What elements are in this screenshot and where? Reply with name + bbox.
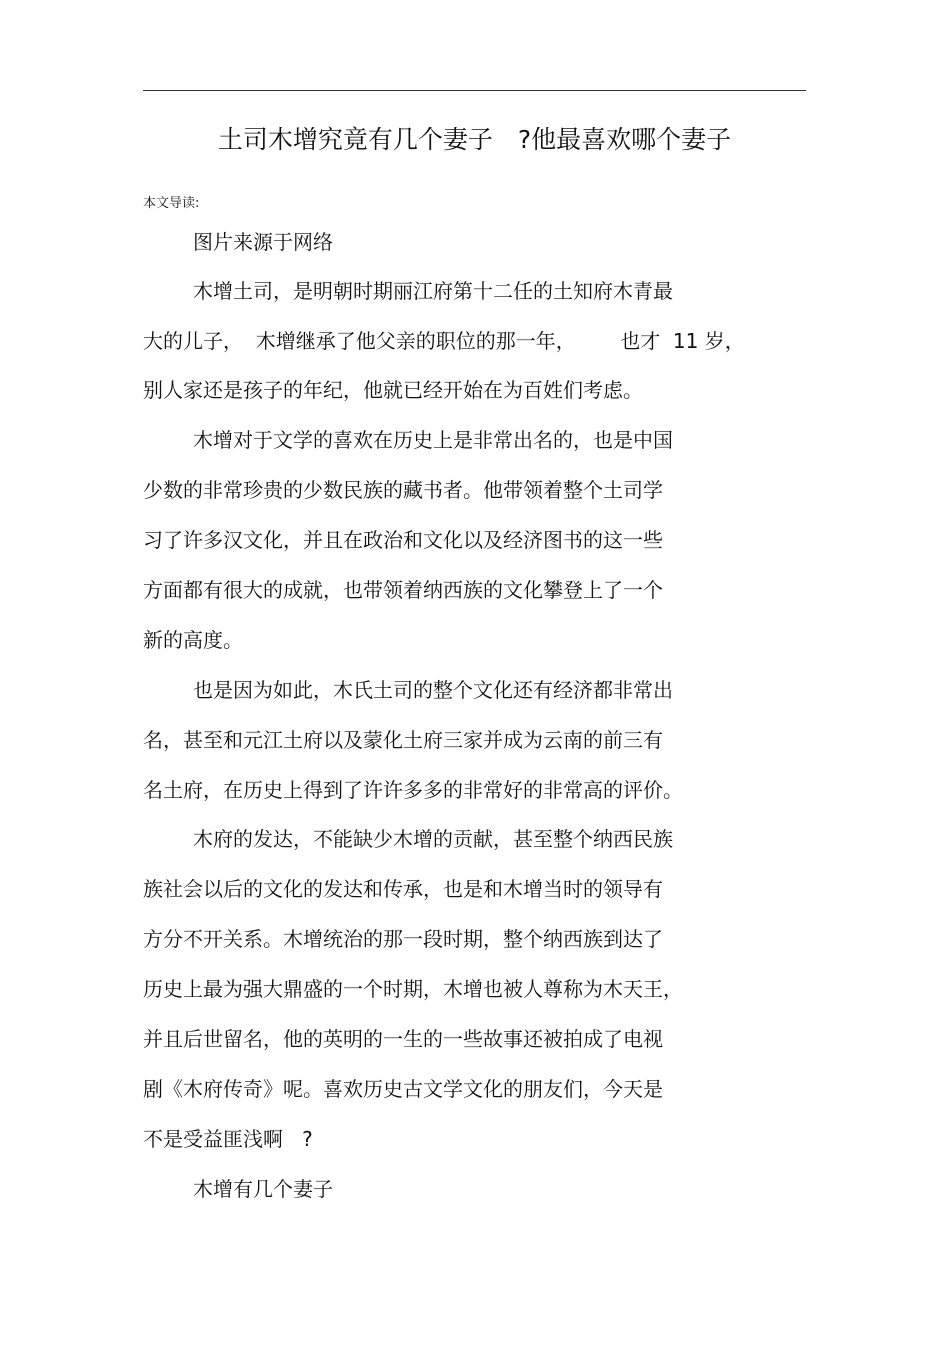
- paragraph-line: 族社会以后的文化的发达和传承，也是和木增当时的领导有: [143, 877, 663, 901]
- paragraph-line: 木增对于文学的喜欢在历史上是非常出名的，也是中国: [193, 428, 673, 452]
- article-title: 土司木增究竟有几个妻子 ?他最喜欢哪个妻子: [217, 125, 732, 154]
- header-rule: [143, 90, 806, 91]
- paragraph-line: 木增土司，是明朝时期丽江府第十二任的土知府木青最: [193, 279, 673, 303]
- paragraph-line: 剧《木府传奇》呢。喜欢历史古文学文化的朋友们，今天是: [143, 1077, 663, 1101]
- section-heading: 木增有几个妻子: [193, 1177, 333, 1201]
- paragraph-line: 习了许多汉文化，并且在政治和文化以及经济图书的这一些: [143, 528, 663, 552]
- paragraph-line: 名，甚至和元江土府以及蒙化土府三家并成为云南的前三有: [143, 728, 663, 752]
- paragraph-line: 木府的发达，不能缺少木增的贡献，甚至整个纳西民族: [193, 827, 673, 851]
- paragraph-line: 图片来源于网络: [193, 230, 333, 254]
- paragraph-line: 方分不开关系。木增统治的那一段时期，整个纳西族到达了: [143, 927, 663, 951]
- paragraph-line: 不是受益匪浅啊 ?: [143, 1127, 313, 1151]
- paragraph-line: 大的儿子， 木增继承了他父亲的职位的那一年， 也才 11 岁，: [143, 329, 745, 353]
- paragraph-line: 别人家还是孩子的年纪，他就已经开始在为百姓们考虑。: [143, 378, 643, 402]
- paragraph-line: 也是因为如此，木氏土司的整个文化还有经济都非常出: [193, 678, 673, 702]
- paragraph-line: 新的高度。: [143, 628, 243, 652]
- paragraph-line: 名土府，在历史上得到了许许多多的非常好的非常高的评价。: [143, 778, 683, 802]
- paragraph-line: 历史上最为强大鼎盛的一个时期，木增也被人尊称为木天王，: [143, 977, 683, 1001]
- paragraph-line: 少数的非常珍贵的少数民族的藏书者。他带领着整个土司学: [143, 478, 663, 502]
- intro-label: 本文导读:: [143, 196, 200, 211]
- paragraph-line: 方面都有很大的成就，也带领着纳西族的文化攀登上了一个: [143, 578, 663, 602]
- paragraph-line: 并且后世留名，他的英明的一生的一些故事还被拍成了电视: [143, 1027, 663, 1051]
